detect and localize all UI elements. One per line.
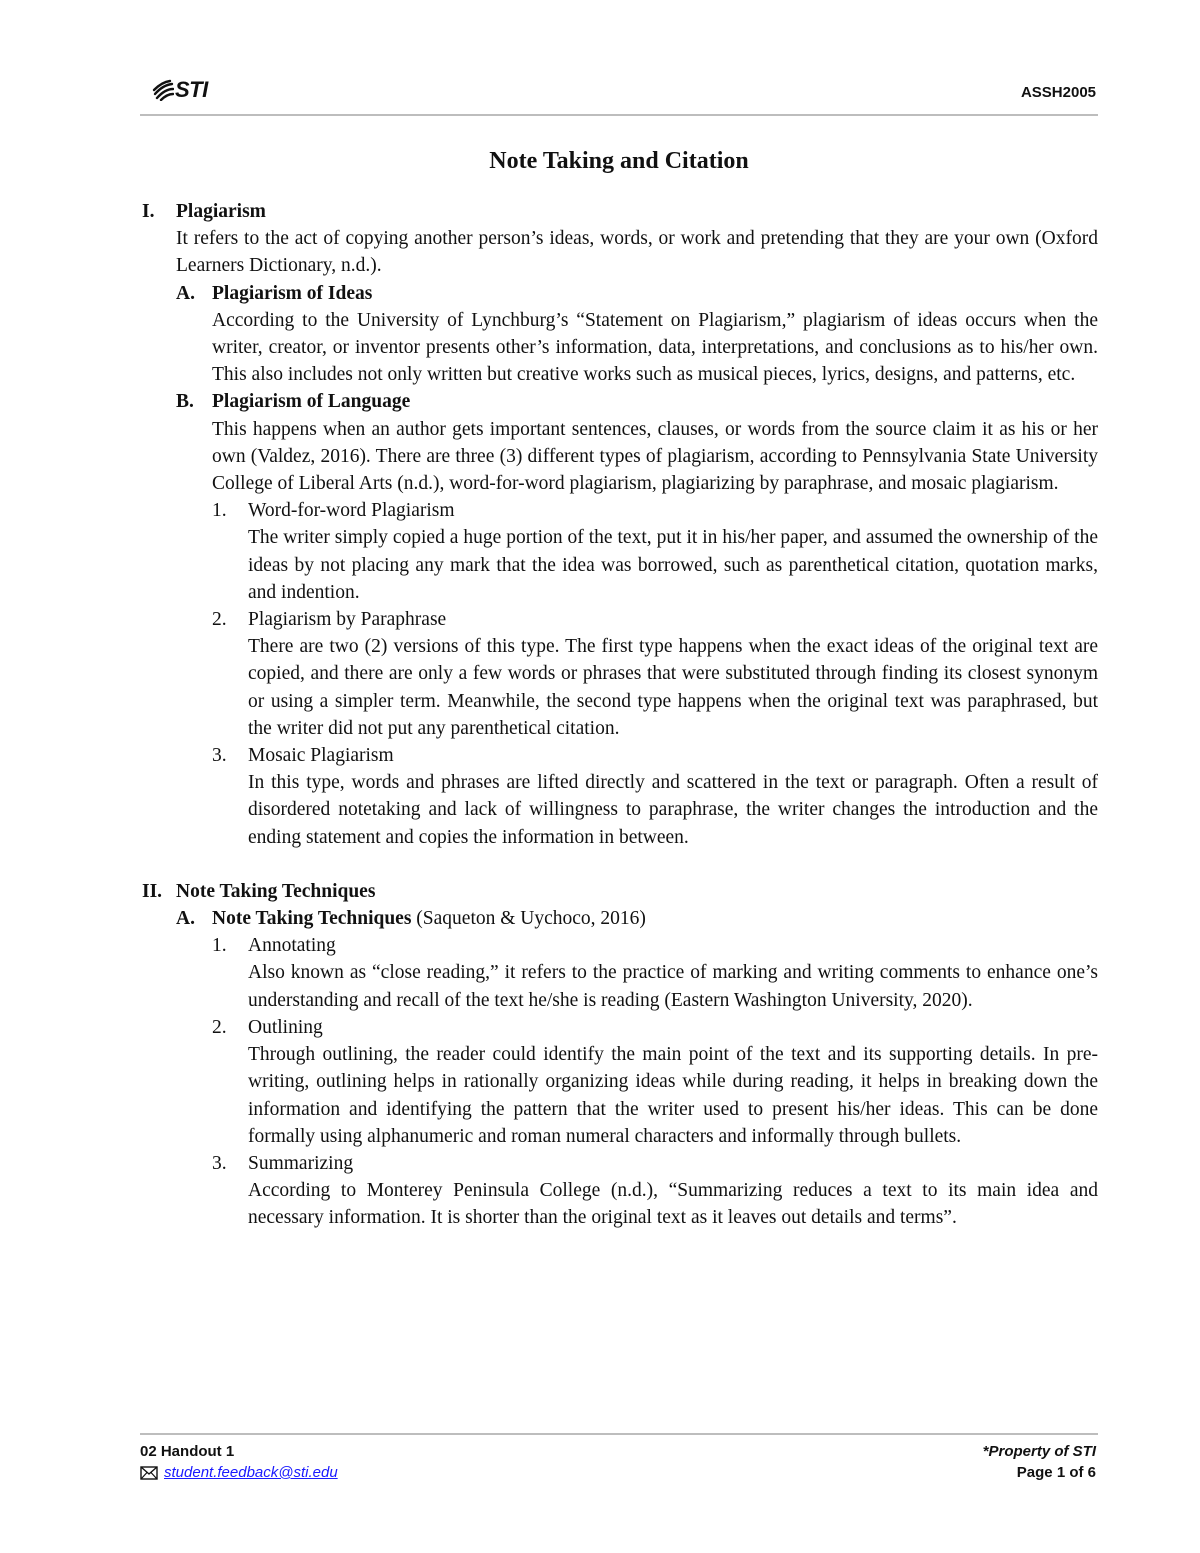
subsection-heading: Plagiarism of Language (212, 391, 411, 413)
item-body: The writer simply copied a huge portion of the text, put it in his/her paper, and assumed the ownership of the ideas by not placing any mark that the idea was borrowed, such as parenthetical citation, quotation marks, and indention. (248, 527, 1098, 603)
footer-right (983, 1441, 1096, 1483)
course-code: ASSH2005 (1020, 84, 1096, 101)
section-intro: It refers to the act of copying another person’s ideas, words, or work and pretending that they are your own (Oxford Learners Dictionary, n.d.). (176, 228, 1098, 277)
list-item (212, 932, 1098, 1014)
item-number: 2. (212, 1016, 227, 1038)
item-title: Annotating (248, 935, 336, 957)
section-heading: Plagiarism (176, 201, 266, 222)
item-body: Through outlining, the reader could identify the main point of the text and its supporting details. In pre-writing, outlining helps in rationally organizing ideas while during reading, it helps in breaking down the information and identifying the pattern that the writer used to present his/her ideas. This can be done formally using alphanumeric and roman numeral characters and informally through bullets. (248, 1044, 1098, 1147)
list-item (212, 497, 1098, 606)
item-number: 3. (212, 1152, 227, 1174)
subsection-body: According to the University of Lynchburg’s “Statement on Plagiarism,” plagiarism of ideas occurs when the writer, creator, or inventor presents other’s information, data, interpretations, and conclusions as to his/her own. This also includes not only written but creative works such as musical pieces, lyrics, designs, and patterns, etc. (212, 309, 1098, 386)
subsection-body: This happens when an author gets important sentences, clauses, or words from the source claim it as his or her own (Valdez, 2016). There are three (3) different types of plagiarism, according to Pennsylvania State University College of Liberal Arts (n.d.), word-for-word plagiarism, plagiarizing by paraphrase, and mosaic plagiarism. (212, 418, 1098, 495)
logo-text: STI (175, 77, 208, 102)
subsection-note-taking-techniques (176, 905, 1098, 1231)
handout-label: 02 Handout 1 (140, 1443, 235, 1460)
document-body (140, 140, 1098, 1232)
item-title: Mosaic Plagiarism (248, 745, 394, 767)
subsection-plagiarism-of-ideas (176, 280, 1098, 389)
list-item (212, 606, 1098, 742)
list-item (212, 1150, 1098, 1232)
subsection-heading: Note Taking Techniques (212, 908, 412, 930)
subsection-letter: B. (176, 391, 194, 413)
page-title: Note Taking and Citation (489, 148, 749, 174)
footer-left (140, 1441, 338, 1483)
subsection-citation: (Saqueton & Uychoco, 2016) (411, 908, 646, 930)
subsection-letter: A. (176, 908, 195, 930)
subsection-heading: Plagiarism of Ideas (212, 282, 373, 304)
feedback-email-link[interactable]: student.feedback@sti.edu (164, 1464, 338, 1481)
item-title: Summarizing (248, 1152, 354, 1174)
section-heading: Note Taking Techniques (176, 880, 376, 902)
page-number: Page 1 of 6 (1016, 1464, 1096, 1481)
section-note-taking-techniques (140, 878, 1098, 1232)
email-row (140, 1462, 338, 1483)
globe-swoosh-icon (152, 79, 174, 101)
property-notice: *Property of STI (982, 1443, 1096, 1460)
subsection-plagiarism-of-language (176, 388, 1098, 850)
item-title: Outlining (248, 1016, 323, 1038)
section-plagiarism (140, 198, 1098, 851)
list-item (212, 742, 1098, 851)
item-title: Plagiarism by Paraphrase (248, 609, 447, 631)
item-body: According to Monterey Peninsula College (n.d.), “Summarizing reduces a text to its main idea and necessary information. It is shorter than the original text as it leaves out details and terms”. (248, 1180, 1098, 1229)
header-divider (140, 114, 1098, 116)
list-item (212, 1014, 1098, 1150)
item-number: 3. (212, 745, 227, 767)
item-number: 1. (212, 500, 227, 522)
item-title: Word-for-word Plagiarism (248, 500, 455, 522)
subsection-heading-line (212, 905, 1098, 932)
section-numeral: I. (142, 201, 155, 222)
item-number: 2. (212, 609, 227, 631)
page-footer (140, 1441, 1098, 1487)
item-body: Also known as “close reading,” it refers to the practice of marking and writing comments to enhance one’s understanding and recall of the text he/she is reading (Eastern Washington University, 2020). (248, 962, 1098, 1011)
section-numeral: II. (142, 880, 163, 902)
envelope-icon (140, 1466, 158, 1480)
footer-divider (140, 1433, 1098, 1435)
sti-logo (152, 74, 208, 106)
item-body: In this type, words and phrases are lifted directly and scattered in the text or paragraph. Often a result of disordered notetaking and lack of willingness to paraphrase, the writer changes the introduction and the ending statement and copies the information in between. (248, 772, 1098, 848)
item-body: There are two (2) versions of this type. The first type happens when the exact ideas of the original text are copied, and there are only a few words or phrases that were substituted through finding its closest synonym or using a simpler term. Meanwhile, the second type happens when the original text was paraphrased, but the writer did not put any parenthetical citation. (248, 636, 1098, 739)
page-header (140, 68, 1098, 114)
subsection-letter: A. (176, 282, 195, 304)
item-number: 1. (212, 935, 227, 957)
